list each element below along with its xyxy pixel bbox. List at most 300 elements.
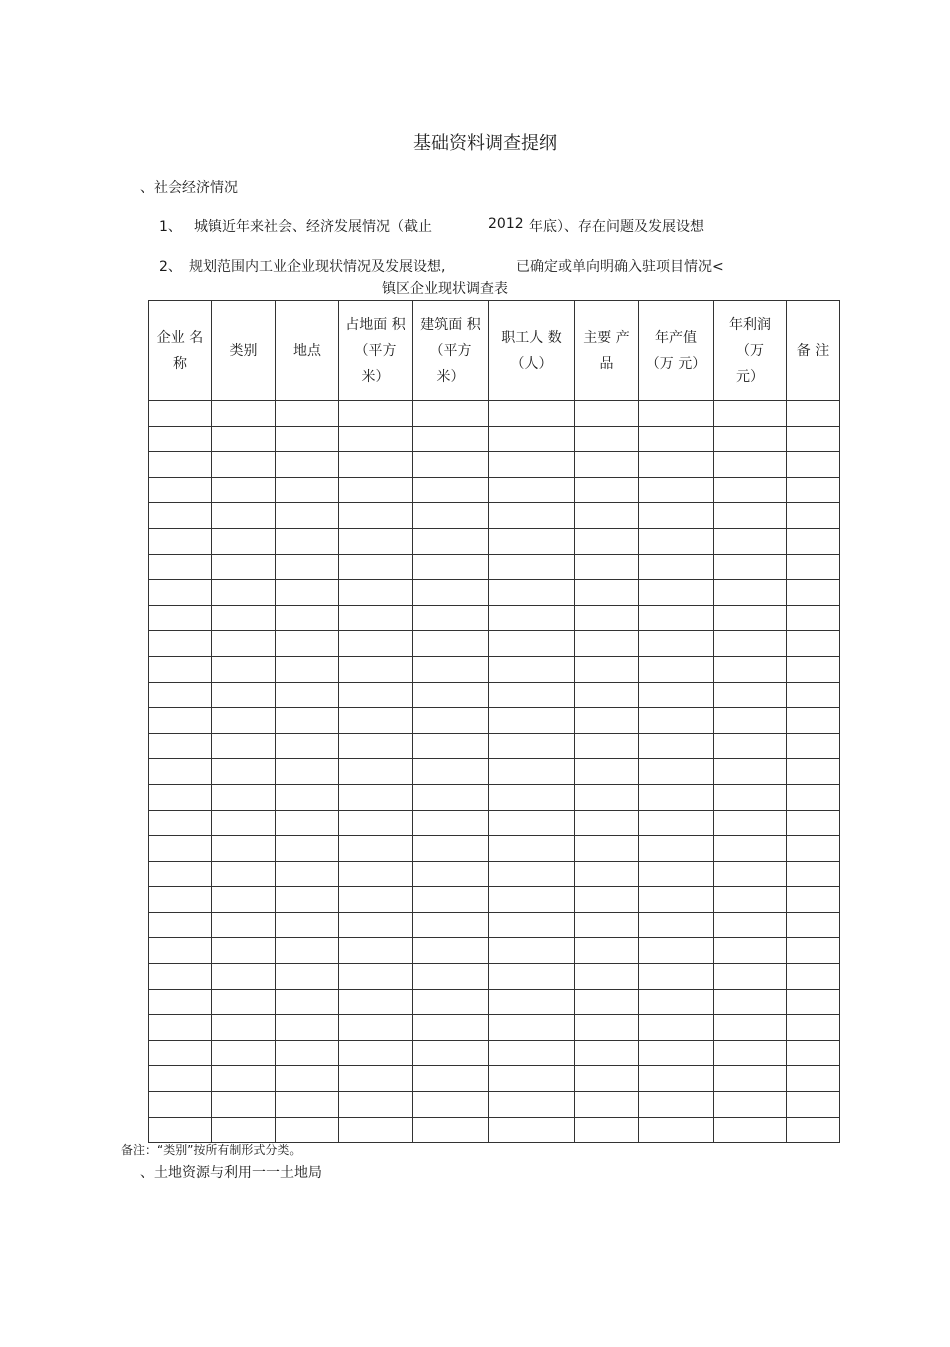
table-cell bbox=[212, 528, 276, 554]
item-1-year: 2012 bbox=[488, 216, 524, 232]
table-cell bbox=[276, 1066, 339, 1092]
table-cell bbox=[413, 1015, 489, 1041]
table-cell bbox=[413, 1040, 489, 1066]
table-cell bbox=[489, 631, 575, 657]
table-cell bbox=[149, 528, 212, 554]
table-cell bbox=[489, 784, 575, 810]
header-employees: 职工人 数 （人） bbox=[489, 301, 575, 401]
table-cell bbox=[714, 1066, 787, 1092]
table-cell bbox=[212, 554, 276, 580]
table-cell bbox=[276, 503, 339, 529]
table-cell bbox=[714, 784, 787, 810]
table-cell bbox=[787, 426, 840, 452]
table-cell bbox=[575, 1092, 639, 1118]
table-cell bbox=[212, 1066, 276, 1092]
table-row bbox=[149, 656, 840, 682]
table-cell bbox=[276, 810, 339, 836]
table-cell bbox=[489, 1066, 575, 1092]
table-cell bbox=[339, 836, 413, 862]
table-cell bbox=[787, 912, 840, 938]
table-cell bbox=[787, 733, 840, 759]
table-cell bbox=[787, 1117, 840, 1143]
table-cell bbox=[413, 810, 489, 836]
table-cell bbox=[489, 682, 575, 708]
table-cell bbox=[149, 477, 212, 503]
table-cell bbox=[787, 938, 840, 964]
table-cell bbox=[575, 401, 639, 427]
table-cell bbox=[276, 836, 339, 862]
table-cell bbox=[714, 682, 787, 708]
table-cell bbox=[413, 631, 489, 657]
table-row bbox=[149, 836, 840, 862]
table-cell bbox=[639, 1066, 714, 1092]
table-cell bbox=[413, 554, 489, 580]
table-cell bbox=[413, 759, 489, 785]
table-cell bbox=[212, 887, 276, 913]
table-cell bbox=[575, 528, 639, 554]
table-cell bbox=[212, 810, 276, 836]
table-cell bbox=[339, 733, 413, 759]
table-cell bbox=[714, 964, 787, 990]
table-cell bbox=[276, 733, 339, 759]
table-cell bbox=[276, 682, 339, 708]
table-cell bbox=[714, 1117, 787, 1143]
table-cell bbox=[276, 759, 339, 785]
table-cell bbox=[639, 784, 714, 810]
table-cell bbox=[575, 836, 639, 862]
table-cell bbox=[339, 861, 413, 887]
table-cell bbox=[212, 1040, 276, 1066]
table-cell bbox=[212, 938, 276, 964]
table-cell bbox=[575, 784, 639, 810]
table-row bbox=[149, 912, 840, 938]
table-row bbox=[149, 1092, 840, 1118]
section-heading-land-resources: 、土地资源与利用一一土地局 bbox=[140, 1165, 322, 1181]
table-cell bbox=[212, 503, 276, 529]
table-cell bbox=[787, 682, 840, 708]
table-cell bbox=[714, 401, 787, 427]
table-cell bbox=[575, 452, 639, 478]
table-cell bbox=[276, 784, 339, 810]
table-cell bbox=[639, 887, 714, 913]
table-cell bbox=[787, 631, 840, 657]
table-cell bbox=[413, 887, 489, 913]
table-cell bbox=[787, 1092, 840, 1118]
table-cell bbox=[212, 1117, 276, 1143]
table-cell bbox=[639, 401, 714, 427]
table-cell bbox=[149, 503, 212, 529]
table-cell bbox=[339, 580, 413, 606]
table-body bbox=[149, 401, 840, 1143]
table-cell bbox=[489, 887, 575, 913]
table-cell bbox=[575, 554, 639, 580]
table-cell bbox=[787, 784, 840, 810]
table-cell bbox=[639, 1117, 714, 1143]
table-row bbox=[149, 989, 840, 1015]
table-cell bbox=[339, 1117, 413, 1143]
table-cell bbox=[787, 708, 840, 734]
table-cell bbox=[714, 836, 787, 862]
table-cell bbox=[787, 1015, 840, 1041]
table-cell bbox=[575, 426, 639, 452]
table-cell bbox=[339, 759, 413, 785]
table-cell bbox=[149, 887, 212, 913]
table-cell bbox=[149, 861, 212, 887]
table-cell bbox=[339, 554, 413, 580]
item-2-number: 2、 bbox=[159, 259, 182, 275]
table-row bbox=[149, 810, 840, 836]
table-row bbox=[149, 964, 840, 990]
table-cell bbox=[639, 682, 714, 708]
table-cell bbox=[149, 708, 212, 734]
section-heading-social-economy: 、社会经济情况 bbox=[140, 180, 238, 196]
table-cell bbox=[212, 682, 276, 708]
table-cell bbox=[639, 631, 714, 657]
table-cell bbox=[787, 554, 840, 580]
table-cell bbox=[276, 1092, 339, 1118]
table-cell bbox=[212, 861, 276, 887]
table-cell bbox=[714, 759, 787, 785]
table-cell bbox=[714, 452, 787, 478]
table-cell bbox=[339, 989, 413, 1015]
table-cell bbox=[787, 887, 840, 913]
table-cell bbox=[276, 912, 339, 938]
table-cell bbox=[787, 836, 840, 862]
table-cell bbox=[575, 938, 639, 964]
table-cell bbox=[489, 656, 575, 682]
table-cell bbox=[276, 426, 339, 452]
table-row bbox=[149, 887, 840, 913]
table-cell bbox=[149, 554, 212, 580]
table-cell bbox=[787, 477, 840, 503]
table-row bbox=[149, 401, 840, 427]
table-cell bbox=[212, 605, 276, 631]
table-cell bbox=[276, 861, 339, 887]
table-cell bbox=[575, 759, 639, 785]
table-cell bbox=[276, 401, 339, 427]
table-cell bbox=[575, 887, 639, 913]
table-cell bbox=[212, 477, 276, 503]
table-cell bbox=[149, 401, 212, 427]
header-category: 类别 bbox=[212, 301, 276, 401]
table-cell bbox=[339, 682, 413, 708]
table-cell bbox=[489, 989, 575, 1015]
table-cell bbox=[489, 554, 575, 580]
table-cell bbox=[276, 708, 339, 734]
table-row bbox=[149, 1040, 840, 1066]
table-cell bbox=[413, 912, 489, 938]
table-cell bbox=[489, 1092, 575, 1118]
table-cell bbox=[149, 656, 212, 682]
table-cell bbox=[212, 452, 276, 478]
table-cell bbox=[714, 580, 787, 606]
table-row bbox=[149, 759, 840, 785]
table-row bbox=[149, 554, 840, 580]
table-cell bbox=[339, 784, 413, 810]
table-cell bbox=[413, 836, 489, 862]
table-cell bbox=[639, 452, 714, 478]
table-cell bbox=[276, 605, 339, 631]
enterprise-survey-table bbox=[148, 300, 840, 1143]
table-row bbox=[149, 708, 840, 734]
table-cell bbox=[575, 708, 639, 734]
table-cell bbox=[276, 477, 339, 503]
table-cell bbox=[489, 810, 575, 836]
item-1-number: 1、 bbox=[159, 219, 182, 235]
table-cell bbox=[413, 426, 489, 452]
table-cell bbox=[149, 682, 212, 708]
table-cell bbox=[149, 631, 212, 657]
table-cell bbox=[149, 1040, 212, 1066]
table-cell bbox=[413, 580, 489, 606]
table-cell bbox=[276, 580, 339, 606]
table-cell bbox=[339, 938, 413, 964]
table-cell bbox=[639, 554, 714, 580]
table-row bbox=[149, 682, 840, 708]
table-cell bbox=[276, 1040, 339, 1066]
table-cell bbox=[714, 554, 787, 580]
table-cell bbox=[714, 733, 787, 759]
header-location: 地点 bbox=[276, 301, 339, 401]
table-cell bbox=[212, 733, 276, 759]
table-cell bbox=[714, 989, 787, 1015]
table-cell bbox=[149, 1066, 212, 1092]
table-cell bbox=[787, 656, 840, 682]
table-row bbox=[149, 580, 840, 606]
item-1-text: 城镇近年来社会、经济发展情况（截止 bbox=[194, 219, 432, 235]
table-row bbox=[149, 503, 840, 529]
table-cell bbox=[149, 426, 212, 452]
table-cell bbox=[787, 605, 840, 631]
table-cell bbox=[339, 477, 413, 503]
table-row bbox=[149, 452, 840, 478]
item-2-text: 规划范围内工业企业现状情况及发展设想, bbox=[189, 259, 446, 275]
table-cell bbox=[149, 1117, 212, 1143]
table-header-row bbox=[149, 301, 840, 401]
table-cell bbox=[639, 605, 714, 631]
table-cell bbox=[714, 1092, 787, 1118]
table-cell bbox=[575, 1066, 639, 1092]
table-row bbox=[149, 1015, 840, 1041]
table-cell bbox=[413, 452, 489, 478]
table-cell bbox=[639, 836, 714, 862]
table-cell bbox=[413, 528, 489, 554]
table-cell bbox=[639, 989, 714, 1015]
table-cell bbox=[276, 554, 339, 580]
table-cell bbox=[787, 810, 840, 836]
table-cell bbox=[339, 1092, 413, 1118]
table-cell bbox=[489, 759, 575, 785]
table-cell bbox=[413, 1066, 489, 1092]
table-cell bbox=[489, 912, 575, 938]
document-title: 基础资料调查提纲 bbox=[413, 133, 557, 154]
table-cell bbox=[276, 964, 339, 990]
table-cell bbox=[339, 528, 413, 554]
table-cell bbox=[212, 836, 276, 862]
table-cell bbox=[787, 964, 840, 990]
table-cell bbox=[212, 580, 276, 606]
header-building-area: 建筑面 积 （平方 米） bbox=[413, 301, 489, 401]
table-cell bbox=[787, 528, 840, 554]
table-cell bbox=[714, 1040, 787, 1066]
table-cell bbox=[212, 989, 276, 1015]
table-cell bbox=[149, 1092, 212, 1118]
table-row bbox=[149, 631, 840, 657]
table-cell bbox=[714, 708, 787, 734]
table-cell bbox=[212, 708, 276, 734]
table-cell bbox=[575, 861, 639, 887]
table-cell bbox=[489, 1015, 575, 1041]
table-cell bbox=[413, 605, 489, 631]
table-cell bbox=[339, 708, 413, 734]
table-cell bbox=[489, 708, 575, 734]
table-cell bbox=[339, 426, 413, 452]
table-cell bbox=[489, 503, 575, 529]
table-cell bbox=[339, 1066, 413, 1092]
table-cell bbox=[575, 964, 639, 990]
table-cell bbox=[639, 708, 714, 734]
table-cell bbox=[787, 989, 840, 1015]
table-cell bbox=[489, 426, 575, 452]
table-cell bbox=[149, 452, 212, 478]
table-cell bbox=[714, 938, 787, 964]
table-cell bbox=[339, 1015, 413, 1041]
table-cell bbox=[714, 887, 787, 913]
table-cell bbox=[149, 759, 212, 785]
table-cell bbox=[787, 1040, 840, 1066]
table-cell bbox=[276, 631, 339, 657]
table-cell bbox=[639, 656, 714, 682]
table-cell bbox=[489, 1040, 575, 1066]
table-cell bbox=[489, 528, 575, 554]
table-cell bbox=[714, 605, 787, 631]
table-cell bbox=[787, 452, 840, 478]
table-cell bbox=[339, 401, 413, 427]
table-cell bbox=[639, 759, 714, 785]
table-cell bbox=[489, 964, 575, 990]
table-cell bbox=[714, 528, 787, 554]
table-cell bbox=[276, 528, 339, 554]
table-cell bbox=[149, 580, 212, 606]
table-cell bbox=[413, 784, 489, 810]
table-row bbox=[149, 1066, 840, 1092]
table-cell bbox=[489, 1117, 575, 1143]
table-cell bbox=[639, 861, 714, 887]
table-cell bbox=[339, 503, 413, 529]
table-cell bbox=[489, 938, 575, 964]
table-cell bbox=[639, 1040, 714, 1066]
table-cell bbox=[413, 401, 489, 427]
table-cell bbox=[413, 938, 489, 964]
table-cell bbox=[639, 912, 714, 938]
table-cell bbox=[489, 477, 575, 503]
table-cell bbox=[339, 964, 413, 990]
table-cell bbox=[714, 426, 787, 452]
table-cell bbox=[714, 503, 787, 529]
table-cell bbox=[212, 656, 276, 682]
table-cell bbox=[413, 733, 489, 759]
table-cell bbox=[149, 989, 212, 1015]
table-cell bbox=[212, 784, 276, 810]
table-cell bbox=[714, 477, 787, 503]
table-row bbox=[149, 861, 840, 887]
item-1-text-continued: 年底）、存在问题及发展设想 bbox=[529, 219, 704, 235]
table-cell bbox=[339, 1040, 413, 1066]
table-cell bbox=[639, 528, 714, 554]
header-main-products: 主要 产 品 bbox=[575, 301, 639, 401]
table-cell bbox=[787, 580, 840, 606]
table-cell bbox=[413, 1092, 489, 1118]
table-cell bbox=[212, 426, 276, 452]
table-caption: 镇区企业现状调查表 bbox=[382, 281, 508, 297]
table-cell bbox=[276, 452, 339, 478]
table-cell bbox=[714, 861, 787, 887]
table-cell bbox=[787, 861, 840, 887]
table-cell bbox=[276, 656, 339, 682]
table-cell bbox=[149, 836, 212, 862]
table-cell bbox=[575, 580, 639, 606]
table-cell bbox=[714, 1015, 787, 1041]
table-cell bbox=[339, 810, 413, 836]
table-cell bbox=[339, 887, 413, 913]
table-cell bbox=[276, 989, 339, 1015]
table-cell bbox=[575, 1117, 639, 1143]
table-footnote: 备注：“类别”按所有制形式分类。 bbox=[121, 1143, 302, 1157]
header-annual-profit: 年利润 （万 元） bbox=[714, 301, 787, 401]
table-cell bbox=[787, 401, 840, 427]
table-cell bbox=[639, 503, 714, 529]
table-cell bbox=[276, 887, 339, 913]
header-remarks: 备 注 bbox=[787, 301, 840, 401]
table-cell bbox=[413, 503, 489, 529]
table-cell bbox=[575, 1015, 639, 1041]
table-cell bbox=[787, 503, 840, 529]
table-cell bbox=[339, 631, 413, 657]
table-cell bbox=[639, 938, 714, 964]
table-cell bbox=[489, 452, 575, 478]
table-cell bbox=[639, 1092, 714, 1118]
table-row bbox=[149, 733, 840, 759]
table-cell bbox=[489, 861, 575, 887]
table-cell bbox=[639, 580, 714, 606]
table-row bbox=[149, 426, 840, 452]
table-cell bbox=[212, 631, 276, 657]
table-row bbox=[149, 528, 840, 554]
table-cell bbox=[212, 1092, 276, 1118]
table-cell bbox=[149, 964, 212, 990]
table-cell bbox=[639, 1015, 714, 1041]
table-cell bbox=[575, 631, 639, 657]
table-row bbox=[149, 938, 840, 964]
table-cell bbox=[339, 656, 413, 682]
table-cell bbox=[149, 1015, 212, 1041]
table-cell bbox=[413, 964, 489, 990]
table-cell bbox=[339, 912, 413, 938]
header-land-area: 占地面 积 （平方 米） bbox=[339, 301, 413, 401]
table-cell bbox=[212, 964, 276, 990]
table-cell bbox=[575, 912, 639, 938]
table-cell bbox=[575, 682, 639, 708]
table-cell bbox=[489, 605, 575, 631]
header-company-name: 企业 名 称 bbox=[149, 301, 212, 401]
table-cell bbox=[714, 810, 787, 836]
table-cell bbox=[787, 759, 840, 785]
table-row bbox=[149, 605, 840, 631]
table-cell bbox=[276, 1117, 339, 1143]
table-cell bbox=[639, 733, 714, 759]
table-cell bbox=[413, 477, 489, 503]
table-cell bbox=[212, 759, 276, 785]
